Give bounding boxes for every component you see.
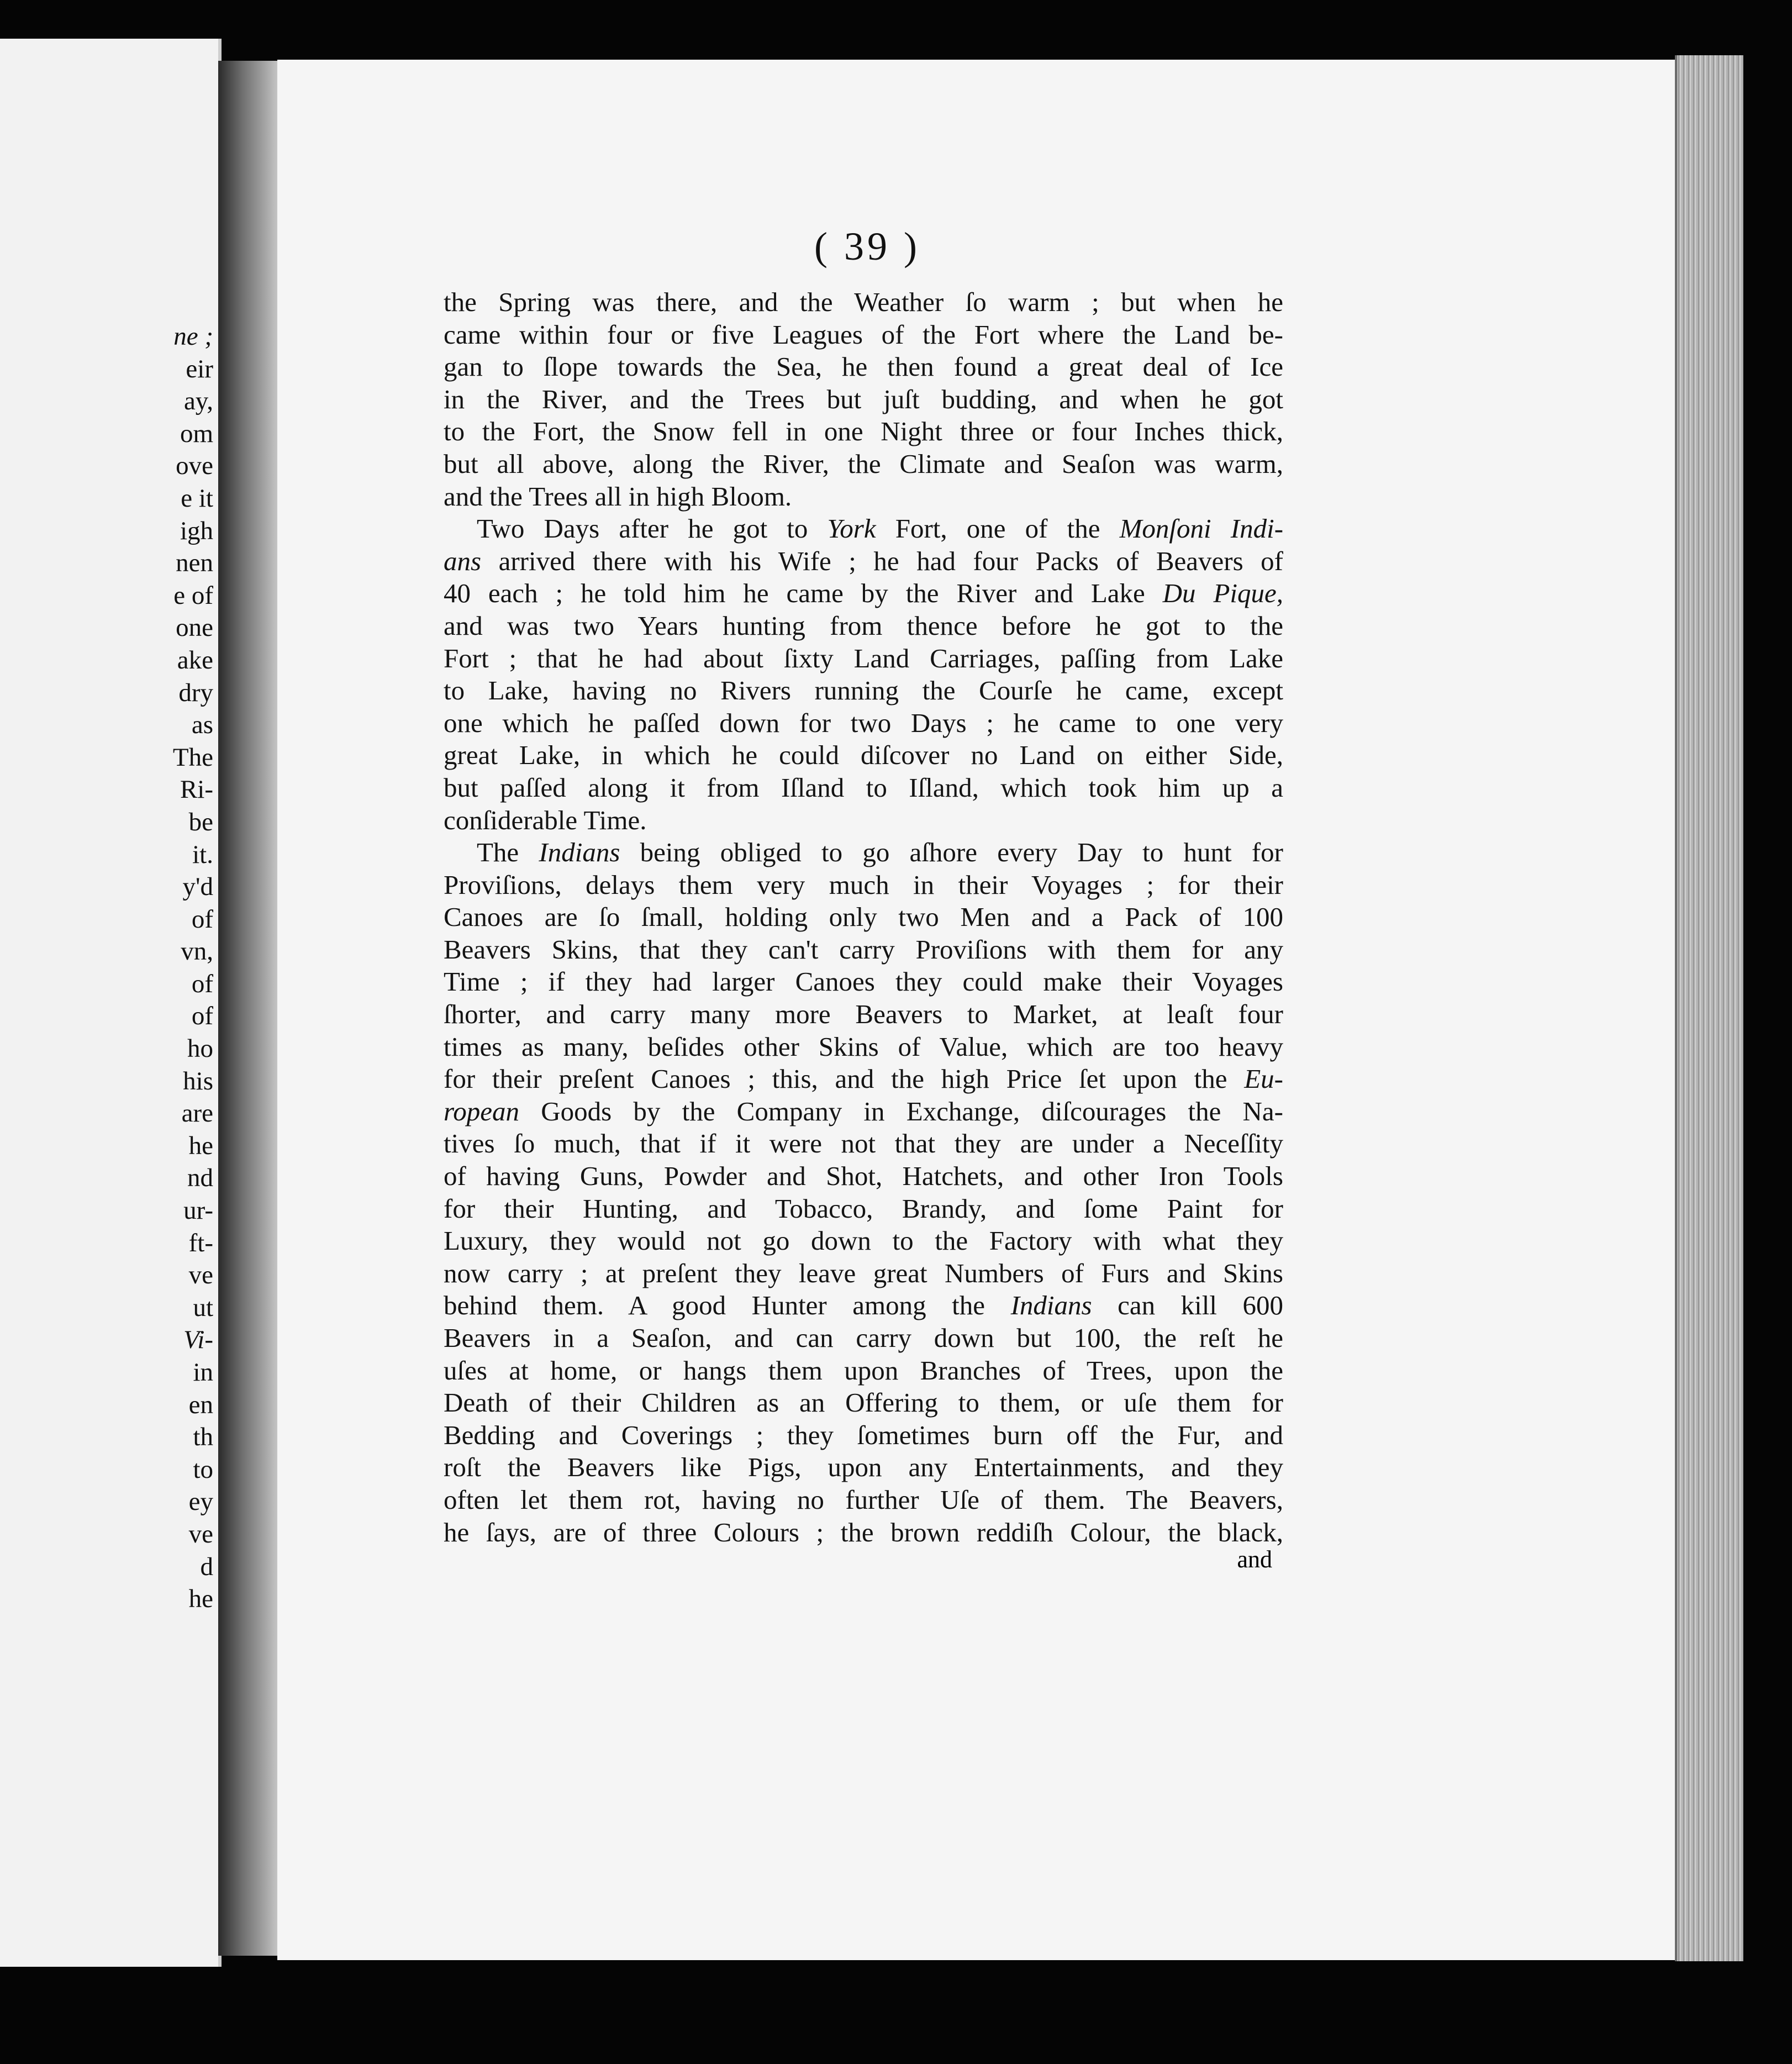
italic-text: Indians [1010, 1290, 1092, 1321]
italic-text: ans [444, 545, 482, 576]
text-line [444, 1355, 1283, 1387]
left-page-fragment: of [191, 1002, 213, 1031]
page-number: ( 39 ) [814, 224, 920, 268]
text-segment: Luxury, they would not go down to the Factory with what they [444, 1225, 1283, 1256]
text-segment: came within four or five Leagues of the Fort where the Land be- [444, 319, 1283, 350]
catchword: and [1237, 1546, 1272, 1573]
left-page-fragment: he [188, 1131, 213, 1160]
text-line [444, 804, 1283, 837]
left-facing-page [0, 39, 222, 1967]
text-line [444, 383, 1283, 416]
text-segment: to the Fort, the Snow fell in one Night three or four Inches thick, [444, 416, 1283, 447]
text-line [444, 1193, 1283, 1225]
left-page-text-fragments [0, 320, 215, 1615]
left-page-fragment: y'd [182, 872, 213, 902]
left-page-fragment: ur- [183, 1196, 213, 1225]
text-line [444, 577, 1283, 610]
text-line [444, 1484, 1283, 1517]
text-segment: and the Trees all in high Bloom. [444, 481, 792, 512]
italic-text: York [827, 513, 876, 544]
text-segment: times as many, beſides other Skins of Value, which are too heavy [444, 1031, 1283, 1062]
text-line [444, 869, 1283, 902]
page-edge-stack [1675, 55, 1743, 1961]
text-line [444, 643, 1283, 675]
italic-text: Du Pique, [1162, 578, 1283, 609]
text-segment: ſhorter, and carry many more Beavers to Market, at leaſt four [444, 999, 1283, 1030]
left-page-fragment: eir [186, 354, 213, 383]
text-segment: great Lake, in which he could diſcover no Land on either Side, [444, 740, 1283, 771]
left-page-fragment: The [172, 743, 213, 772]
left-page-fragment: ut [193, 1293, 213, 1322]
text-segment: Bedding and Coverings ; they ſometimes burn off the Fur, and [444, 1419, 1283, 1450]
text-segment: Fort, one of the [876, 513, 1120, 544]
text-segment: Goods by the Company in Exchange, diſcourages the Na- [519, 1096, 1283, 1126]
italic-text: Eu- [1244, 1063, 1283, 1094]
left-page-fragment: of [191, 904, 213, 934]
text-line [444, 1031, 1283, 1063]
left-page-fragment: ho [187, 1034, 213, 1063]
text-segment: now carry ; at preſent they leave great Numbers of Furs and Skins [444, 1257, 1283, 1288]
text-line [444, 1096, 1283, 1128]
text-line [444, 901, 1283, 934]
text-line [444, 351, 1283, 383]
italic-text: Indians [539, 837, 620, 868]
text-segment: the Spring was there, and the Weather ſo warm ; but when he [444, 287, 1283, 317]
text-line [444, 1128, 1283, 1160]
left-page-fragment: it. [192, 840, 213, 869]
left-page-fragment: d [200, 1552, 213, 1581]
body-text [444, 286, 1283, 1549]
left-page-fragment: e it [181, 483, 213, 513]
left-page-fragment: e of [173, 581, 213, 610]
text-segment: behind them. A good Hunter among the [444, 1290, 1011, 1321]
text-line [444, 1322, 1283, 1355]
left-page-fragment: Vi- [183, 1325, 213, 1355]
left-page-fragment: his [183, 1066, 213, 1096]
left-page-fragment: ne ; [173, 322, 213, 351]
text-segment: for their Hunting, and Tobacco, Brandy, and ſome Paint for [444, 1193, 1283, 1224]
text-segment: Beavers Skins, that they can't carry Proviſions with them for any [444, 934, 1283, 965]
text-line [444, 1387, 1283, 1419]
text-line [444, 448, 1283, 481]
text-line [444, 1063, 1283, 1096]
text-line [444, 513, 1283, 545]
left-page-fragment: to [193, 1455, 213, 1484]
text-line [444, 836, 1283, 869]
text-segment: conſiderable Time. [444, 804, 647, 835]
italic-text: Monſoni Indi- [1119, 513, 1284, 544]
text-line [444, 319, 1283, 351]
text-segment: uſes at home, or hangs them upon Branches of Trees, upon the [444, 1355, 1283, 1386]
text-segment: 40 each ; he told him he came by the River and Lake [444, 578, 1163, 609]
left-page-fragment: are [181, 1099, 213, 1128]
text-line [444, 966, 1283, 998]
text-segment: often let them rot, having no further Uſe of them. The Beavers, [444, 1484, 1283, 1515]
text-segment: roſt the Beavers like Pigs, upon any Entertainments, and they [444, 1452, 1283, 1483]
left-page-fragment: dry [178, 678, 213, 707]
left-page-fragment: ve [188, 1261, 213, 1290]
text-segment: he ſays, are of three Colours ; the brown reddiſh Colour, the black, [444, 1517, 1283, 1547]
left-page-fragment: ay, [183, 387, 213, 416]
text-segment: of having Guns, Powder and Shot, Hatchets, and other Iron Tools [444, 1161, 1283, 1192]
text-segment: Death of their Children as an Offering to them, or uſe them for [444, 1387, 1283, 1418]
left-page-fragment: en [188, 1390, 213, 1419]
text-segment: Time ; if they had larger Canoes they could make their Voyages [444, 966, 1283, 997]
left-page-fragment: vn, [181, 937, 213, 966]
text-segment: can kill 600 [1092, 1290, 1284, 1321]
text-line [444, 545, 1283, 578]
left-page-fragment: be [188, 807, 213, 836]
left-page-fragment: om [180, 419, 213, 448]
text-segment: The [477, 837, 539, 868]
text-line [444, 415, 1283, 448]
text-segment: in the River, and the Trees but juſt budding, and when he got [444, 383, 1283, 414]
left-page-fragment: ve [188, 1519, 213, 1549]
text-segment: but all above, along the River, the Climate and Seaſon was warm, [444, 448, 1283, 479]
left-page-fragment: nen [176, 549, 213, 578]
text-line [444, 998, 1283, 1031]
text-segment: being obliged to go aſhore every Day to hunt for [620, 837, 1283, 868]
text-line [444, 707, 1283, 740]
text-segment: one which he paſſed down for two Days ; he came to one very [444, 707, 1283, 738]
text-segment: Proviſions, delays them very much in their Voyages ; for their [444, 869, 1283, 900]
catchword-container [444, 1545, 1283, 1578]
left-page-fragment: th [193, 1423, 213, 1452]
text-segment: to Lake, having no Rivers running the Courſe he came, except [444, 675, 1283, 706]
book-gutter [218, 61, 279, 1956]
left-page-fragment: one [176, 613, 213, 643]
left-page-fragment: ove [176, 451, 213, 481]
italic-text: ropean [444, 1096, 519, 1126]
text-segment: Two Days after he got to [477, 513, 828, 544]
text-segment: gan to ſlope towards the Sea, he then found a great deal of Ice [444, 351, 1283, 382]
left-page-fragment: as [191, 710, 213, 740]
left-page-fragment: of [191, 969, 213, 998]
text-line [444, 1517, 1283, 1549]
left-page-fragment: Ri- [180, 775, 213, 804]
text-segment: for their preſent Canoes ; this, and the high Price ſet upon the [444, 1063, 1245, 1094]
text-segment: Fort ; that he had about ſixty Land Carriages, paſſing from Lake [444, 643, 1283, 673]
text-line [444, 772, 1283, 804]
text-line [444, 1257, 1283, 1290]
text-segment: arrived there with his Wife ; he had four Packs of Beavers of [481, 545, 1283, 576]
text-line [444, 1225, 1283, 1257]
text-line [444, 481, 1283, 513]
left-page-fragment: in [193, 1358, 213, 1387]
left-page-fragment: ey [188, 1487, 213, 1517]
text-line [444, 1451, 1283, 1484]
left-page-fragment: he [188, 1584, 213, 1614]
text-line [444, 1289, 1283, 1322]
left-page-fragment: ft- [188, 1228, 213, 1257]
text-segment: Beavers in a Seaſon, and can carry down but 100, the reſt he [444, 1323, 1283, 1353]
text-segment: and was two Years hunting from thence before he got to the [444, 610, 1283, 641]
text-line [444, 739, 1283, 772]
text-line [444, 286, 1283, 319]
text-line [444, 1160, 1283, 1193]
left-page-fragment: ake [177, 645, 213, 675]
text-line [444, 675, 1283, 707]
text-segment: tives ſo much, that if it were not that they are under a Neceſſity [444, 1128, 1283, 1159]
text-segment: Canoes are ſo ſmall, holding only two Men and a Pack of 100 [444, 902, 1283, 933]
text-line [444, 610, 1283, 643]
text-line [444, 934, 1283, 966]
left-page-fragment: igh [180, 516, 213, 545]
text-segment: but paſſed along it from Iſland to Iſland, which took him up a [444, 772, 1283, 803]
left-page-fragment: nd [187, 1163, 213, 1193]
text-line [444, 1419, 1283, 1452]
